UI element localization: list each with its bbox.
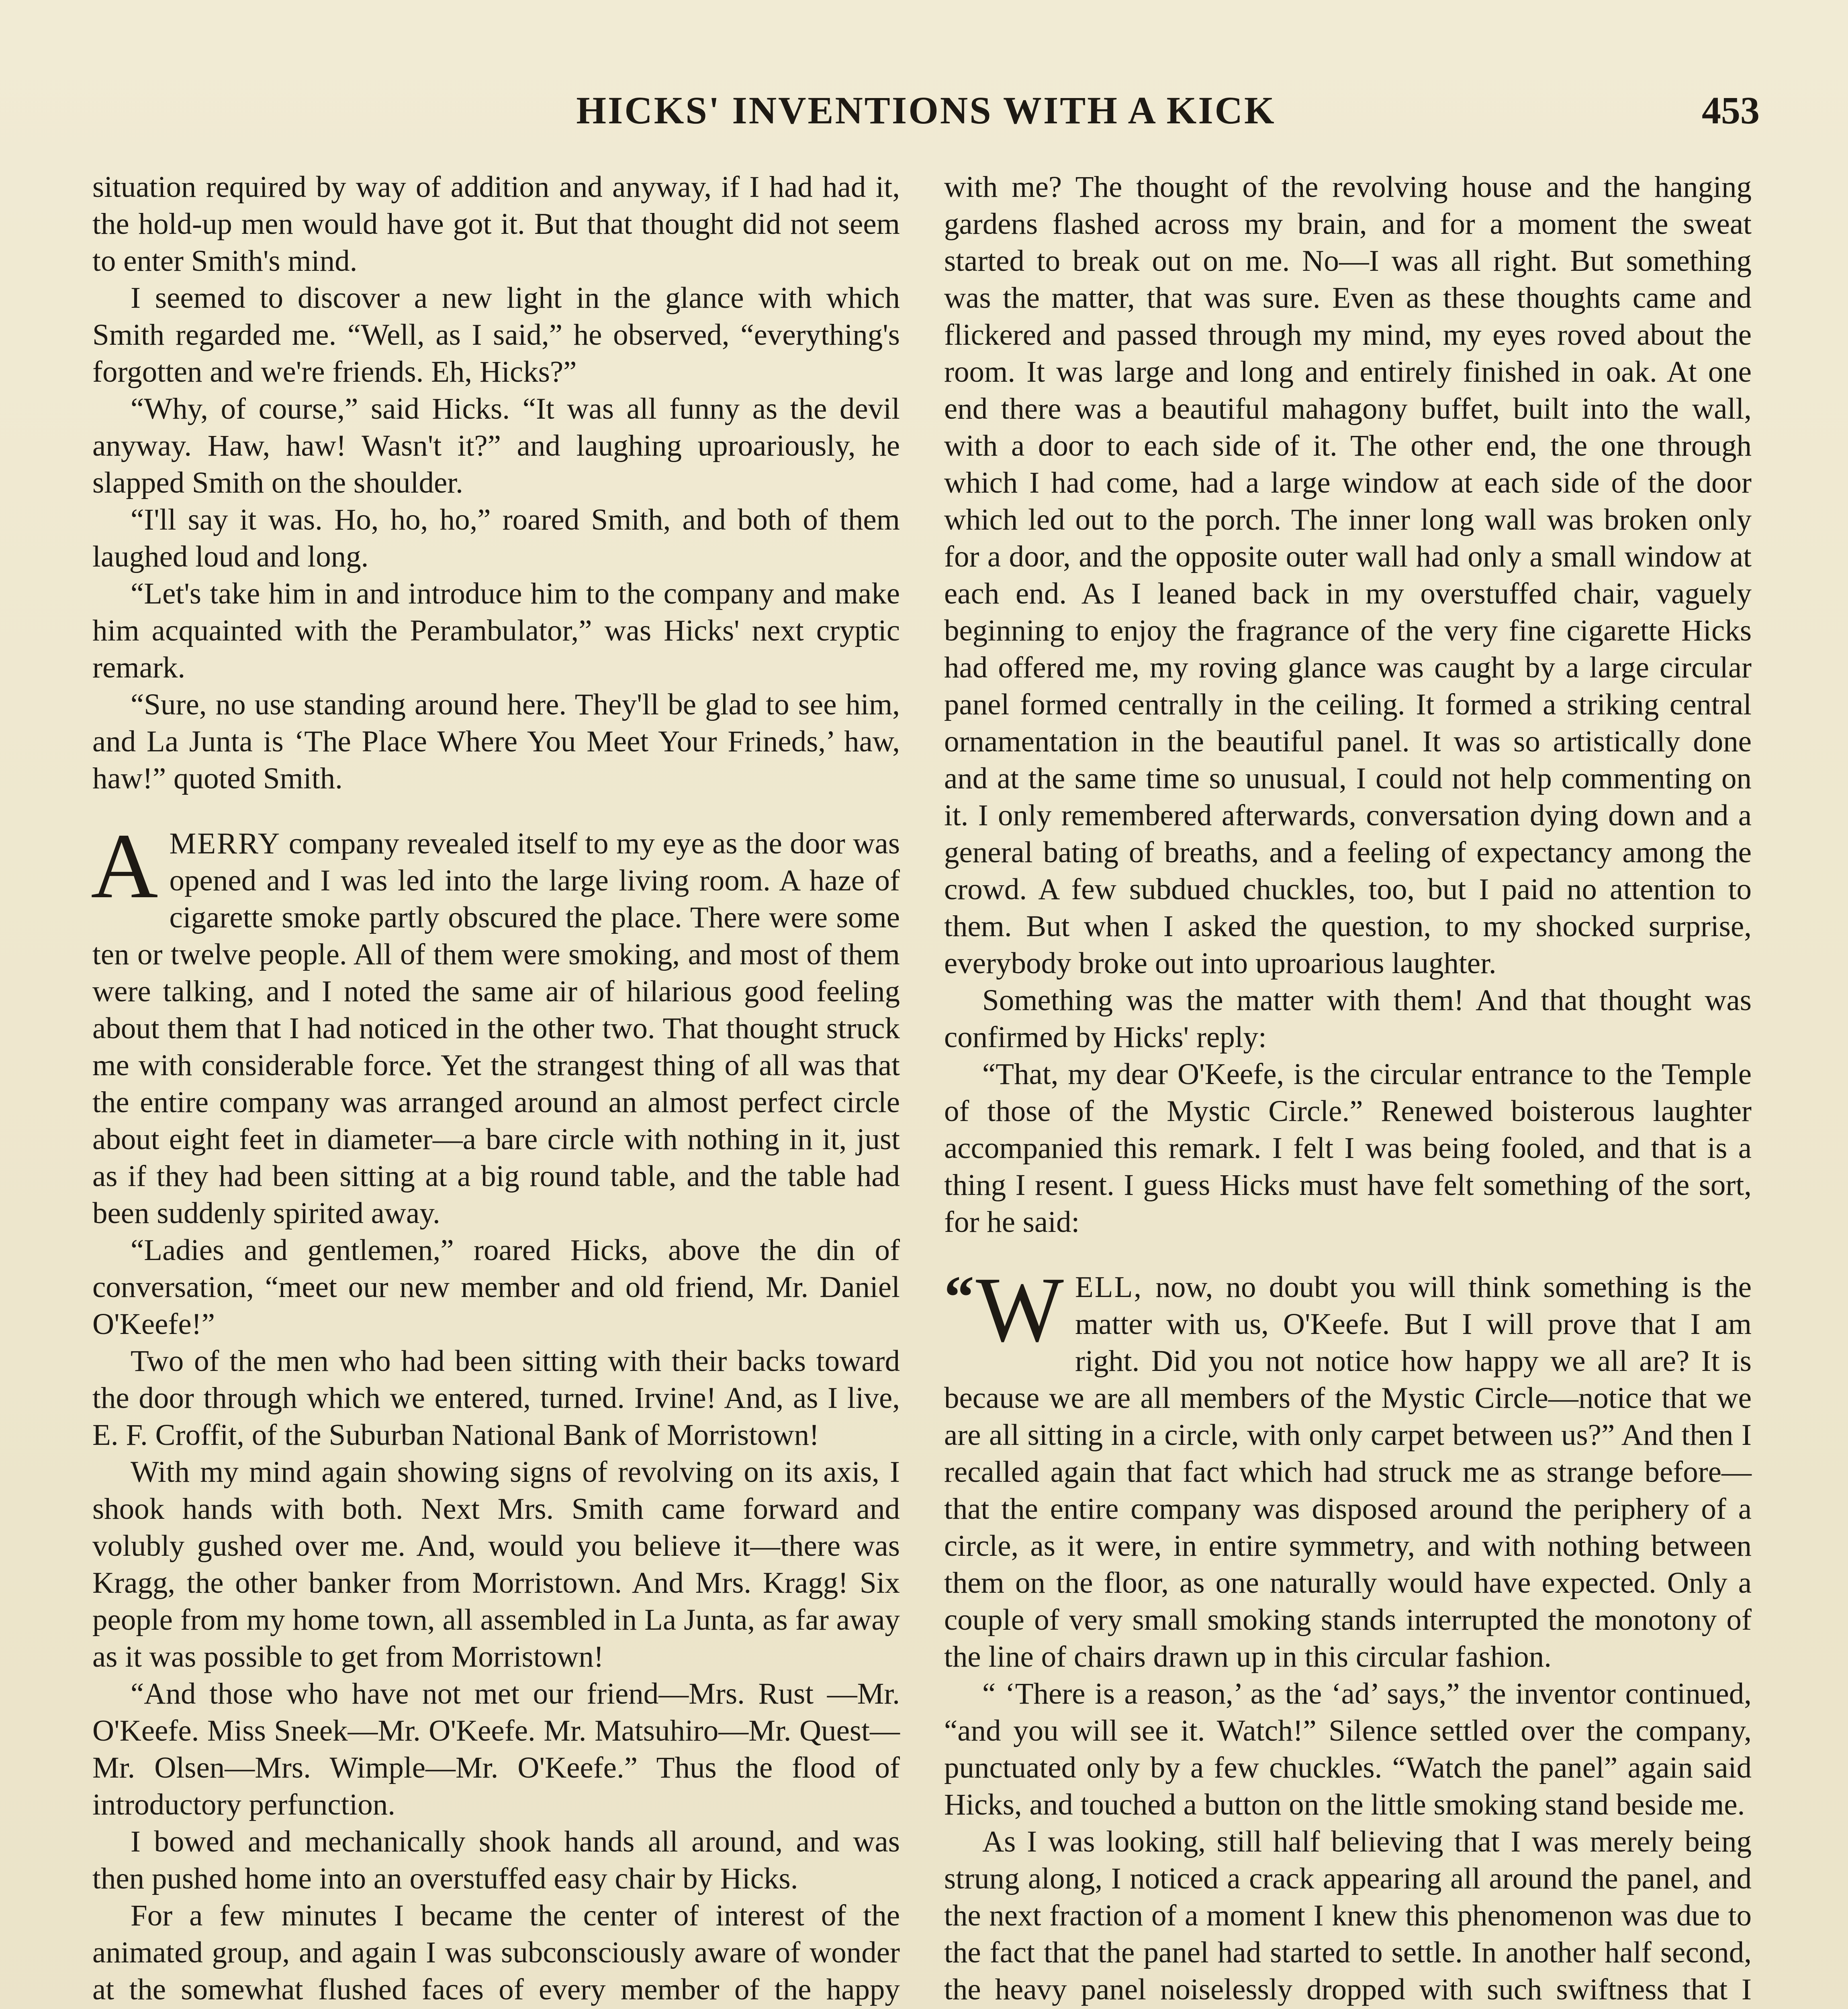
paragraph: “Ladies and gentlemen,” roared Hicks, above the din of conversation, “meet our new member and old friend, Mr. Daniel O'Keefe!” (92, 1234, 900, 1341)
section-opening-paragraph (944, 1258, 1752, 1676)
drop-cap: W (976, 1258, 1064, 1361)
paragraph-text: company revealed itself to my eye as the door was opened and I was led into the large living room. A haze of cigarette smoke partly obscured the place. There were some ten or twelve people. All of them were smoking, and most of them were talking, and I noted the same air of hilarious good feeling about them that I had noticed in the other two. That thought struck me with considerable force. Yet the strangest thing of all was that the entire company was arranged around an almost perfect circle about eight feet in diameter—a bare circle with nothing in it, just as if they had been sitting at a big round table, and the table had been suddenly spirited away. (92, 827, 900, 1230)
paragraph-text: now, no doubt you will think something is the matter with us, O'Keefe. But I will prove that I am right. Did you not notice how happy we all are? It is because we are all members of the Mystic Circle—notice that we are all sitting in a circle, with only carpet between us?” And then I recalled again that fact which had struck me as strange before—that the entire company was disposed around the periphery of a circle, as it were, in entire symmetry, and with nothing between them on the floor, as one naturally would have expected. Only a couple of very small smoking stands interrupted the monotony of the line of chairs drawn up in this circular fashion. (944, 1270, 1752, 1673)
paragraph: with me? The thought of the revolving house and the hanging gardens flashed across my brain, and for a moment the sweat started to break out on me. No—I was all right. But something was the matter, that was sure. Even as these thoughts came and flickered and passed through my mind, my eyes roved about the room. It was large and long and entirely finished in oak. At one end there was a beautiful mahagony buffet, built into the wall, with a door to each side of it. The other end, the one through which I had come, had a large window at each side of the door which led out to the porch. The inner long wall was broken only for a door, and the opposite outer wall had only a small window at each end. As I leaned back in my overstuffed chair, vaguely beginning to enjoy the fragrance of the very fine cigarette Hicks had offered me, my roving glance was caught by a large circular panel formed centrally in the ceiling. It formed a striking central ornamentation in the beautiful panel. It was so artistically done and at the same time so unusual, I could not help commenting on it. I only remembered afterwards, conversation dying down and a general bating of breaths, and a feeling of expectancy among the crowd. A few subdued chuckles, too, but I paid no attention to them. But when I asked the question, to my shocked surprise, everybody broke out into uproarious laughter. (944, 170, 1752, 980)
left-column (92, 169, 900, 2009)
paragraph: “I'll say it was. Ho, ho, ho,” roared Smith, and both of them laughed loud and long. (92, 503, 900, 573)
paragraph: Something was the matter with them! And that thought was confirmed by Hicks' reply: (944, 984, 1752, 1054)
paragraph: “And those who have not met our friend—Mrs. Rust —Mr. O'Keefe. Miss Sneek—Mr. O'Keefe. Mr. Matsuhiro—Mr. Quest—Mr. Olsen—Mrs. Wimple—Mr. O'Keefe.” Thus the flood of introductory perfunction. (92, 1677, 900, 1821)
paragraph: situation required by way of addition and anyway, if I had had it, the hold-up men would have got it. But that thought did not seem to enter Smith's mind. (92, 170, 900, 278)
page-number: 453 (1702, 89, 1760, 132)
paragraph: “That, my dear O'Keefe, is the circular entrance to the Temple of those of the Mystic Circle.” Renewed boisterous laughter accompanied this remark. I felt I was being fooled, and that is a thing I resent. I guess Hicks must have felt something of the sort, for he said: (944, 1058, 1752, 1239)
paragraph: “Sure, no use standing around here. They'll be glad to see him, and La Junta is ‘The Place Where You Meet Your Frineds,’ haw, haw!” quoted Smith. (92, 688, 900, 795)
opening-quote-mark: “ (944, 1264, 974, 1330)
paragraph: “ ‘There is a reason,’ as the ‘ad’ says,” the inventor continued, “and you will see it. Watch!” Silence settled over the company, punctuated only by a few chuckles. “Watch the panel” again said Hicks, and touched a button on the little smoking stand beside me. (944, 1677, 1752, 1821)
paragraph: I seemed to discover a new light in the glance with which Smith regarded me. “Well, as I said,” he observed, “everything's forgotten and we're friends. Eh, Hicks?” (92, 281, 900, 389)
page-header (92, 84, 1760, 137)
paragraph: For a few minutes I became the center of interest of the animated group, and again I was subconsciously aware of wonder at the somewhat flushed faces of every member of the happy (92, 1899, 900, 2006)
paragraph: As I was looking, still half believing that I was merely being strung along, I noticed a crack appearing all around the panel, and the next fraction of a moment I knew this phenomenon was due to the fact that the panel had started to settle. In another half second, the heavy panel noiselessly dropped with such swiftness that I (944, 1825, 1752, 2006)
paragraph: Two of the men who had been sitting with their backs toward the door through which we entered, turned. Irvine! And, as I live, E. F. Croffit, of the Suburban National Bank of Morristown! (92, 1344, 900, 1452)
running-head: HICKS' INVENTIONS WITH A KICK (576, 89, 1276, 132)
section-opening-paragraph (91, 814, 900, 1232)
right-column (944, 169, 1752, 2009)
paragraph: “Why, of course,” said Hicks. “It was all funny as the devil anyway. Haw, haw! Wasn't it?” and laughing uproariously, he slapped Smith on the shoulder. (92, 392, 900, 499)
paragraph: I bowed and mechanically shook hands all around, and was then pushed home into an overstuffed easy chair by Hicks. (92, 1825, 900, 1895)
lead-in-word: ELL, (1075, 1270, 1143, 1304)
paragraph: “Let's take him in and introduce him to the company and make him acquainted with the Perambulator,” was Hicks' next cryptic remark. (92, 577, 900, 684)
paragraph: With my mind again showing signs of revolving on its axis, I shook hands with both. Next Mrs. Smith came forward and volubly gushed over me. And, would you believe it—there was Kragg, the other banker from Morristown. And Mrs. Kragg! Six people from my home town, all assembled in La Junta, as far away as it was possible to get from Morristown! (92, 1455, 900, 1673)
drop-cap: A (91, 814, 158, 918)
lead-in-word: MERRY (169, 827, 281, 860)
